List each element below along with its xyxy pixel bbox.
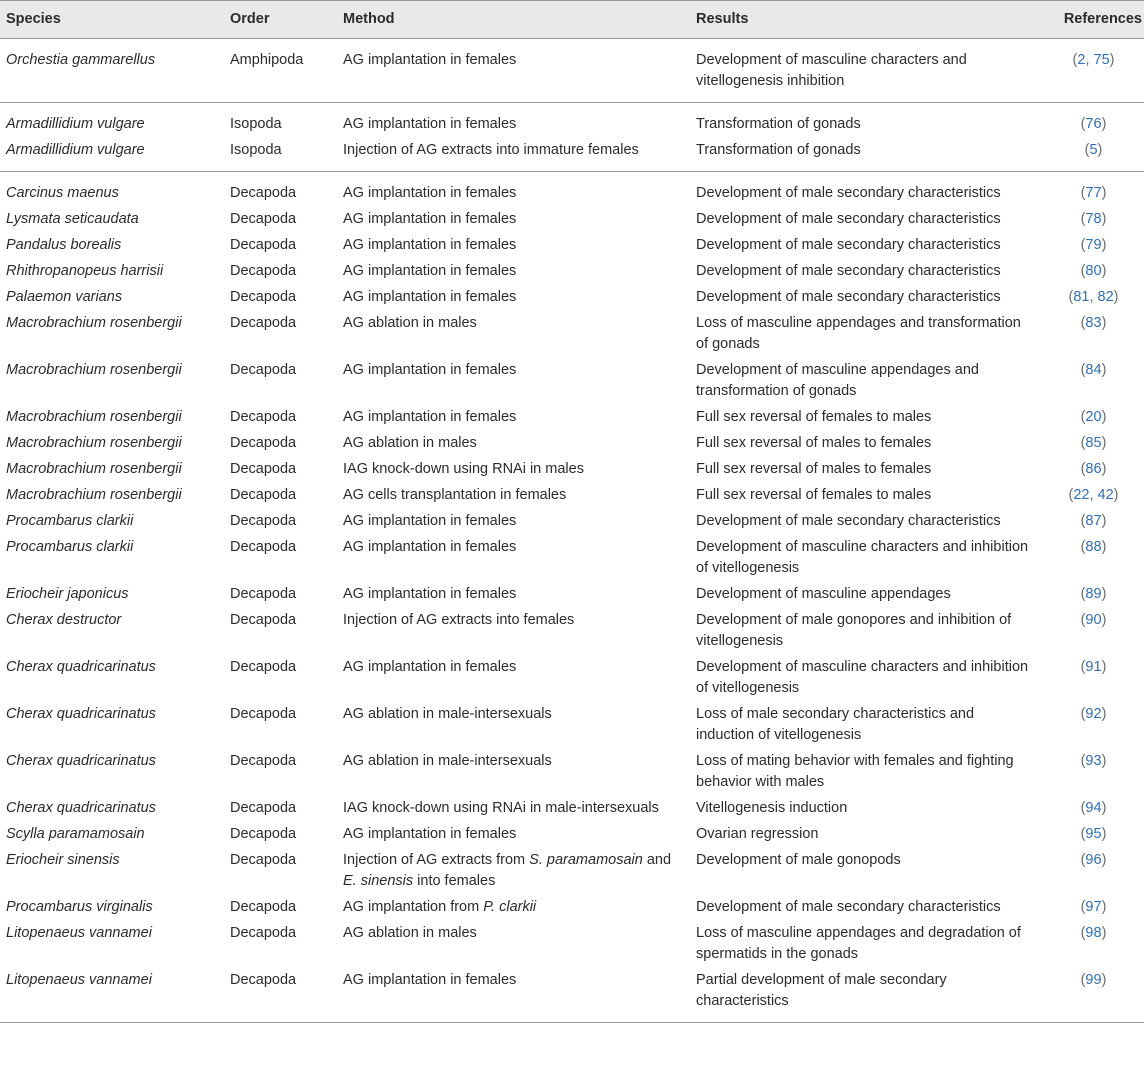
method-cell: Injection of AG extracts into immature females bbox=[343, 142, 639, 158]
results-cell: Loss of masculine appendages and transformation of gonads bbox=[696, 315, 1021, 352]
method-species-name: P. clarkii bbox=[483, 899, 537, 915]
table-row bbox=[0, 655, 1144, 702]
references-cell: (79) bbox=[1080, 237, 1107, 253]
results-header: Results bbox=[696, 11, 749, 27]
table-row bbox=[0, 509, 1144, 535]
reference-link[interactable]: 91 bbox=[1085, 659, 1102, 675]
table-header bbox=[0, 1, 1144, 39]
reference-link[interactable]: 80 bbox=[1085, 263, 1102, 279]
references-cell: (84) bbox=[1080, 362, 1107, 378]
references-cell: (5) bbox=[1084, 142, 1103, 158]
species-cell: Eriocheir sinensis bbox=[6, 852, 120, 868]
reference-link[interactable]: 96 bbox=[1085, 852, 1102, 868]
order-cell: Decapoda bbox=[230, 263, 297, 279]
species-cell: Macrobrachium rosenbergii bbox=[6, 435, 182, 451]
method-cell: AG ablation in males bbox=[343, 435, 477, 451]
species-cell: Lysmata seticaudata bbox=[6, 211, 139, 227]
method-cell: AG implantation in females bbox=[343, 185, 517, 201]
method-cell: IAG knock-down using RNAi in males bbox=[343, 461, 584, 477]
species-cell: Procambarus clarkii bbox=[6, 513, 134, 529]
species-cell: Orchestia gammarellus bbox=[6, 52, 156, 68]
table-row bbox=[0, 702, 1144, 749]
references-cell: (80) bbox=[1080, 263, 1107, 279]
results-cell: Transformation of gonads bbox=[696, 142, 861, 158]
reference-link[interactable]: 86 bbox=[1085, 461, 1102, 477]
order-header: Order bbox=[230, 11, 270, 27]
species-cell: Macrobrachium rosenbergii bbox=[6, 315, 182, 331]
table-row bbox=[0, 749, 1144, 796]
order-cell: Decapoda bbox=[230, 826, 297, 842]
results-cell: Loss of mating behavior with females and fighting behavior with males bbox=[696, 753, 1014, 790]
references-cell: (97) bbox=[1080, 899, 1107, 915]
references-cell: (86) bbox=[1080, 461, 1107, 477]
references-cell: (92) bbox=[1080, 706, 1107, 722]
order-cell: Decapoda bbox=[230, 185, 297, 201]
species-cell: Cherax quadricarinatus bbox=[6, 753, 156, 769]
method-cell: AG ablation in male-intersexuals bbox=[343, 706, 552, 722]
table-row bbox=[0, 535, 1144, 582]
species-cell: Eriocheir japonicus bbox=[6, 586, 129, 602]
species-cell: Cherax quadricarinatus bbox=[6, 659, 156, 675]
method-cell: AG implantation in females bbox=[343, 263, 517, 279]
references-cell: (83) bbox=[1080, 315, 1107, 331]
table-row bbox=[0, 582, 1144, 608]
method-text: and bbox=[642, 852, 672, 868]
order-cell: Decapoda bbox=[230, 211, 297, 227]
table-row bbox=[0, 311, 1144, 358]
order-cell: Isopoda bbox=[230, 142, 282, 158]
table-row bbox=[0, 483, 1144, 509]
order-cell: Decapoda bbox=[230, 513, 297, 529]
results-cell: Full sex reversal of males to females bbox=[696, 461, 932, 477]
order-cell: Decapoda bbox=[230, 706, 297, 722]
table-row bbox=[0, 796, 1144, 822]
order-cell: Decapoda bbox=[230, 362, 297, 378]
reference-link[interactable]: 92 bbox=[1085, 706, 1102, 722]
species-cell: Armadillidium vulgare bbox=[6, 116, 145, 132]
results-cell: Development of male gonopods bbox=[696, 852, 901, 868]
order-cell: Decapoda bbox=[230, 899, 297, 915]
method-cell: AG cells transplantation in females bbox=[343, 487, 567, 503]
table-row bbox=[0, 822, 1144, 848]
reference-link[interactable]: 90 bbox=[1085, 612, 1102, 628]
reference-link[interactable]: 95 bbox=[1085, 826, 1102, 842]
method-cell: AG implantation in females bbox=[343, 659, 517, 675]
species-cell: Cherax destructor bbox=[6, 612, 122, 628]
results-cell: Development of male gonopores and inhibition of vitellogenesis bbox=[696, 612, 1012, 649]
species-cell: Macrobrachium rosenbergii bbox=[6, 461, 182, 477]
order-cell: Decapoda bbox=[230, 487, 297, 503]
species-cell: Cherax quadricarinatus bbox=[6, 706, 156, 722]
table-row bbox=[0, 405, 1144, 431]
references-cell: (90) bbox=[1080, 612, 1107, 628]
order-cell: Decapoda bbox=[230, 659, 297, 675]
species-cell: Macrobrachium rosenbergii bbox=[6, 409, 182, 425]
method-text: into females bbox=[413, 873, 496, 889]
order-cell: Decapoda bbox=[230, 586, 297, 602]
results-cell: Development of male secondary characteristics bbox=[696, 899, 1001, 915]
species-cell: Litopenaeus vannamei bbox=[6, 925, 152, 941]
order-cell: Decapoda bbox=[230, 539, 297, 555]
results-cell: Development of masculine appendages bbox=[696, 586, 951, 602]
order-cell: Decapoda bbox=[230, 800, 297, 816]
order-cell: Decapoda bbox=[230, 289, 297, 305]
method-cell: AG implantation in females bbox=[343, 211, 517, 227]
reference-link[interactable]: 22 bbox=[1073, 487, 1090, 503]
table-row bbox=[0, 358, 1144, 405]
reference-link[interactable]: 81 bbox=[1073, 289, 1090, 305]
references-cell: (76) bbox=[1080, 116, 1107, 132]
results-cell: Development of masculine characters and vitellogenesis inhibition bbox=[696, 52, 967, 89]
results-cell: Development of male secondary characteristics bbox=[696, 513, 1001, 529]
method-cell: AG implantation in females bbox=[343, 513, 517, 529]
results-cell: Transformation of gonads bbox=[696, 116, 861, 132]
table-row bbox=[0, 172, 1144, 208]
results-cell: Development of male secondary characteristics bbox=[696, 289, 1001, 305]
table-row bbox=[0, 103, 1144, 139]
results-cell: Full sex reversal of females to males bbox=[696, 487, 932, 503]
method-cell bbox=[337, 895, 690, 921]
results-cell: Loss of male secondary characteristics and induction of vitellogenesis bbox=[696, 706, 975, 743]
order-cell: Decapoda bbox=[230, 461, 297, 477]
table-row bbox=[0, 895, 1144, 921]
reference-link[interactable]: 85 bbox=[1085, 435, 1102, 451]
method-cell: AG implantation in females bbox=[343, 972, 517, 988]
reference-link[interactable]: 82 bbox=[1097, 289, 1114, 305]
references-cell: (77) bbox=[1080, 185, 1107, 201]
method-species-name: S. paramamosain bbox=[529, 852, 643, 868]
references-cell: (22, 42) bbox=[1068, 487, 1119, 503]
reference-link[interactable]: 98 bbox=[1085, 925, 1102, 941]
references-cell: (88) bbox=[1080, 539, 1107, 555]
references-cell: (98) bbox=[1080, 925, 1107, 941]
table-row bbox=[0, 457, 1144, 483]
reference-link[interactable]: 78 bbox=[1085, 211, 1102, 227]
species-cell: Procambarus virginalis bbox=[6, 899, 153, 915]
order-cell: Decapoda bbox=[230, 972, 297, 988]
order-cell: Decapoda bbox=[230, 753, 297, 769]
species-cell: Palaemon varians bbox=[6, 289, 123, 305]
species-cell: Carcinus maenus bbox=[6, 185, 119, 201]
method-cell: IAG knock-down using RNAi in male-intersexuals bbox=[343, 800, 659, 816]
references-cell: (20) bbox=[1080, 409, 1107, 425]
species-cell: Cherax quadricarinatus bbox=[6, 800, 156, 816]
method-cell: AG implantation in females bbox=[343, 409, 517, 425]
reference-link[interactable]: 77 bbox=[1085, 185, 1102, 201]
reference-link[interactable]: 88 bbox=[1085, 539, 1102, 555]
reference-link[interactable]: 42 bbox=[1097, 487, 1114, 503]
reference-link[interactable]: 93 bbox=[1085, 753, 1102, 769]
references-cell: (87) bbox=[1080, 513, 1107, 529]
reference-link[interactable]: 94 bbox=[1085, 800, 1102, 816]
results-cell: Development of masculine appendages and transformation of gonads bbox=[696, 362, 979, 399]
reference-link[interactable]: 2 bbox=[1077, 52, 1086, 68]
method-cell bbox=[337, 848, 690, 895]
reference-link[interactable]: 99 bbox=[1085, 972, 1102, 988]
table-row bbox=[0, 921, 1144, 968]
references-cell: (85) bbox=[1080, 435, 1107, 451]
table-row bbox=[0, 138, 1144, 172]
results-cell: Development of male secondary characteristics bbox=[696, 185, 1001, 201]
references-header: References bbox=[1063, 11, 1142, 27]
method-cell: Injection of AG extracts into females bbox=[343, 612, 575, 628]
order-cell: Decapoda bbox=[230, 852, 297, 868]
references-cell: (94) bbox=[1080, 800, 1107, 816]
table-row bbox=[0, 39, 1144, 103]
references-cell: (78) bbox=[1080, 211, 1107, 227]
method-cell: AG implantation in females bbox=[343, 586, 517, 602]
reference-link[interactable]: 79 bbox=[1085, 237, 1102, 253]
table-row bbox=[0, 968, 1144, 1023]
references-cell: (96) bbox=[1080, 852, 1107, 868]
references-cell: (2, 75) bbox=[1072, 52, 1115, 68]
table-row bbox=[0, 259, 1144, 285]
method-cell: AG implantation in females bbox=[343, 116, 517, 132]
order-cell: Decapoda bbox=[230, 435, 297, 451]
reference-link[interactable]: 83 bbox=[1085, 315, 1102, 331]
header-row bbox=[0, 1, 1144, 39]
references-cell: (89) bbox=[1080, 586, 1107, 602]
reference-link[interactable]: 75 bbox=[1093, 52, 1110, 68]
results-cell: Development of masculine characters and inhibition of vitellogenesis bbox=[696, 659, 1029, 696]
species-header: Species bbox=[6, 11, 61, 27]
references-cell: (99) bbox=[1080, 972, 1107, 988]
method-cell: AG implantation in females bbox=[343, 289, 517, 305]
reference-link[interactable]: 20 bbox=[1085, 409, 1102, 425]
method-text: Injection of AG extracts from bbox=[343, 852, 530, 868]
species-cell: Macrobrachium rosenbergii bbox=[6, 362, 182, 378]
results-cell: Ovarian regression bbox=[696, 826, 819, 842]
table-row bbox=[0, 207, 1144, 233]
results-cell: Development of male secondary characteristics bbox=[696, 263, 1001, 279]
method-header: Method bbox=[343, 11, 395, 27]
order-cell: Amphipoda bbox=[230, 52, 304, 68]
results-cell: Vitellogenesis induction bbox=[696, 800, 848, 816]
references-cell: (95) bbox=[1080, 826, 1107, 842]
table-row bbox=[0, 233, 1144, 259]
references-cell: (91) bbox=[1080, 659, 1107, 675]
reference-link[interactable]: 84 bbox=[1085, 362, 1102, 378]
order-cell: Decapoda bbox=[230, 237, 297, 253]
results-cell: Development of male secondary characteristics bbox=[696, 237, 1001, 253]
reference-link[interactable]: 89 bbox=[1085, 586, 1102, 602]
order-cell: Decapoda bbox=[230, 409, 297, 425]
reference-link[interactable]: 5 bbox=[1089, 142, 1098, 158]
results-cell: Development of male secondary characteristics bbox=[696, 211, 1001, 227]
method-cell: AG ablation in males bbox=[343, 315, 477, 331]
method-cell: AG ablation in male-intersexuals bbox=[343, 753, 552, 769]
results-cell: Development of masculine characters and inhibition of vitellogenesis bbox=[696, 539, 1029, 576]
order-cell: Decapoda bbox=[230, 315, 297, 331]
species-cell: Litopenaeus vannamei bbox=[6, 972, 152, 988]
reference-link[interactable]: 87 bbox=[1085, 513, 1102, 529]
reference-link[interactable]: 97 bbox=[1085, 899, 1102, 915]
table-row bbox=[0, 608, 1144, 655]
order-cell: Isopoda bbox=[230, 116, 282, 132]
order-cell: Decapoda bbox=[230, 925, 297, 941]
order-cell: Decapoda bbox=[230, 612, 297, 628]
method-species-name: E. sinensis bbox=[343, 873, 414, 889]
results-cell: Full sex reversal of males to females bbox=[696, 435, 932, 451]
table-row bbox=[0, 848, 1144, 895]
table-row bbox=[0, 285, 1144, 311]
results-cell: Loss of masculine appendages and degradation of spermatids in the gonads bbox=[696, 925, 1021, 962]
results-cell: Partial development of male secondary characteristics bbox=[696, 972, 947, 1009]
references-cell: (93) bbox=[1080, 753, 1107, 769]
table-row bbox=[0, 431, 1144, 457]
species-cell: Macrobrachium rosenbergii bbox=[6, 487, 182, 503]
species-cell: Procambarus clarkii bbox=[6, 539, 134, 555]
method-cell: AG implantation in females bbox=[343, 52, 517, 68]
method-cell: AG ablation in males bbox=[343, 925, 477, 941]
table-body bbox=[0, 39, 1144, 1023]
method-cell: AG implantation in females bbox=[343, 237, 517, 253]
results-cell: Full sex reversal of females to males bbox=[696, 409, 932, 425]
reference-link[interactable]: 76 bbox=[1085, 116, 1102, 132]
method-cell: AG implantation in females bbox=[343, 362, 517, 378]
species-cell: Armadillidium vulgare bbox=[6, 142, 145, 158]
species-cell: Pandalus borealis bbox=[6, 237, 122, 253]
references-cell: (81, 82) bbox=[1068, 289, 1119, 305]
species-cell: Scylla paramamosain bbox=[6, 826, 145, 842]
method-text: AG implantation from bbox=[343, 899, 484, 915]
species-cell: Rhithropanopeus harrisii bbox=[6, 263, 164, 279]
method-cell: AG implantation in females bbox=[343, 539, 517, 555]
method-cell: AG implantation in females bbox=[343, 826, 517, 842]
